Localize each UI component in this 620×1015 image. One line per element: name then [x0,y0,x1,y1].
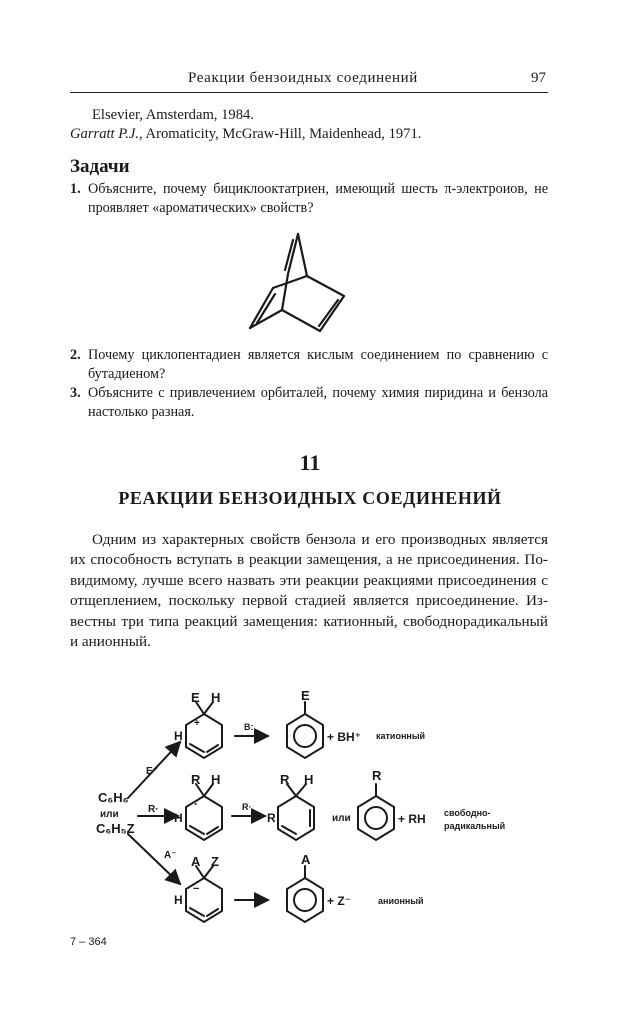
reference-2 [70,124,421,144]
label-radical-1: свободно- [444,808,491,818]
anion-Z: Z [211,854,219,869]
problem-1 [70,180,548,218]
reference-1: Elsevier, Amsterdam, 1984. [92,107,254,123]
header-rule [70,92,548,93]
anion-product-benzene [287,866,323,922]
reactant-or: или [100,809,119,820]
product-anion: + Z⁻ [327,894,352,908]
radical-H-1: H [211,772,221,787]
cation-plus: + [194,718,200,729]
radical-R-2: R [280,772,290,787]
problems-heading: Задачи [70,156,130,177]
radical-intermediate-ring-2 [278,784,314,840]
bond [282,310,320,331]
radical-intermediate-ring-1 [186,784,222,840]
reaction-scheme [80,686,540,926]
radical-H-left: H [174,811,183,825]
problem-3 [70,384,548,422]
reagent-cation: E⁺ [146,766,158,777]
cation-E: E [191,690,200,705]
chapter-number: 11 [299,450,321,475]
problem-3-text: Объясните с привлечением орбиталей, почему химия пиридина и бензола настолько разная. [88,385,548,420]
footer-signature: 7 – 364 [70,936,107,948]
problem-1-text: Объясните, почему бициклооктатриен, имеющий шесть π-электроиов, не проявляет «ароматических» свойств? [88,181,548,216]
anion-A: A [191,854,201,869]
anion-intermediate-ring [186,866,222,922]
problem-2-number: 2. [70,347,81,363]
page-number: 97 [531,70,546,86]
anion-minus: − [193,883,200,895]
cation-H-left: H [174,729,183,743]
bond [320,296,344,331]
page-header [70,70,548,90]
bond [307,276,344,296]
running-title: Реакции бензоидных соединений [188,70,418,86]
label-cation: катионный [376,731,426,741]
radical-dot: · [194,797,198,811]
or-word: или [332,813,351,824]
radical-R-1: R [191,772,201,787]
problem-2 [70,346,548,384]
product-E: E [301,688,310,703]
bond-bridge [282,274,288,310]
label-anion: анионный [378,896,424,906]
label-radical-2: радикальный [444,821,506,831]
reactant-top: C₆H₆ [98,790,129,805]
bond [273,276,307,288]
radical-product-benzene [358,784,394,840]
anion-H-left: H [174,893,183,907]
reactant-bottom: C₆H₅Z [96,821,135,836]
bond-double [319,300,338,326]
cation-H-top: H [211,690,221,705]
reagent-radical: R· [148,804,159,815]
problem-3-number: 3. [70,385,81,401]
product-cation: + BH⁺ [327,730,362,744]
bicyclooctatriene-structure [240,226,360,338]
radical-R-left: R [267,811,276,825]
base-label: B: [244,722,254,732]
intro-paragraph: Одним из характерных свойств бензола и его производных является их способность вступать в реакции замещения, а не присоединения. По-видимому, лучше всего назвать эти реакции реакциями присоединения с отщеплением, поскольку первой стадией является присоединение. Известны три типа реакций замещения: катионный, свободнорадикальный и анионный. [70,531,548,651]
product-R: R [372,768,382,783]
reference-2-rest: Aromaticity, McGraw-Hill, Maidenhead, 1971. [142,126,422,142]
product-radical: + RH [398,812,426,826]
bond [298,234,307,276]
radical-step-label: R· [242,802,252,812]
product-A: A [301,852,311,867]
problem-2-text: Почему циклопентадиен является кислым соединением по сравнению с бутадиеном? [88,347,548,382]
reagent-anion: A⁻ [164,850,177,861]
cation-intermediate-ring [186,702,222,758]
reference-2-author: Garratt P.J., [70,126,143,142]
cation-product-benzene [287,702,323,758]
chapter-title: РЕАКЦИИ БЕНЗОИДНЫХ СОЕДИНЕНИЙ [118,488,502,508]
problem-1-number: 1. [70,181,81,197]
radical-H-2: H [304,772,314,787]
